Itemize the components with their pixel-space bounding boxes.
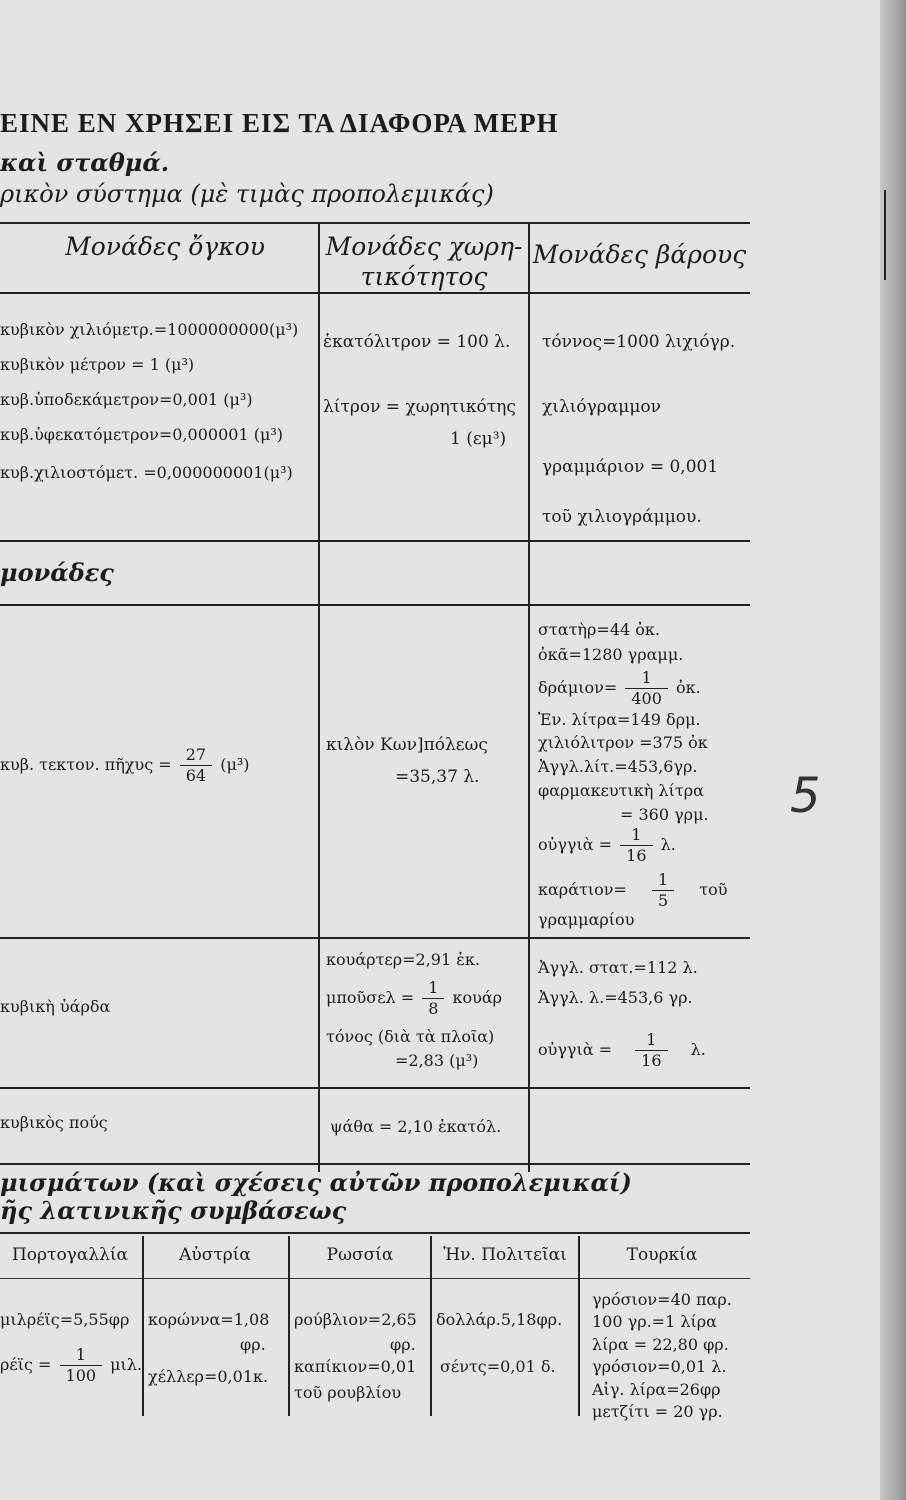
header-turkey: Τουρκία xyxy=(626,1245,698,1265)
weight-dram: δράμιον= $\frac{1}{400}$ ὀκ. xyxy=(538,668,701,708)
weight-pharma-value: = 360 γρμ. xyxy=(620,805,709,824)
turkey-row: μετζίτι = 20 γρ. xyxy=(592,1402,723,1421)
table2-col-divider-2 xyxy=(288,1236,290,1416)
russia-ruble: ρούβλιον=2,65 xyxy=(294,1310,417,1329)
weight-litra: Ἐν. λίτρα=149 δρμ. xyxy=(538,710,701,729)
capacity-kilo-value: =35,37 λ. xyxy=(395,767,480,787)
coins-subheading: ῆς λατινικῆς συμβάσεως xyxy=(0,1196,347,1225)
weight-eng-ounce: οὐγγιὰ = $\frac{1}{16}$ λ. xyxy=(538,1030,706,1070)
margin-rule xyxy=(884,190,886,280)
weight-row: χιλιόγραμμον xyxy=(542,397,661,417)
weight-row: τοῦ χιλιογράμμου. xyxy=(542,507,702,527)
weight-stater: στατὴρ=44 ὀκ. xyxy=(538,620,660,639)
capacity-psatha: ψάθα = 2,10 ἑκατόλ. xyxy=(330,1117,502,1136)
weight-eng-stat: Ἀγγλ. στατ.=112 λ. xyxy=(538,958,698,977)
table2-col-divider-4 xyxy=(578,1236,580,1416)
header-russia: Ρωσσία xyxy=(326,1245,394,1265)
subtitle-system: ρικὸν σύστημα (μὲ τιμὰς προπολεμικάς) xyxy=(0,180,494,208)
capacity-kilo: κιλὸν Κων]πόλεως xyxy=(326,735,488,755)
capacity-bushel: μποῦσελ = $\frac{1}{8}$ κουάρ xyxy=(326,978,503,1018)
capacity-quarter: κουάρτερ=2,91 ἑκ. xyxy=(326,950,480,969)
portugal-reis: ρέϊς = $\frac{1}{100}$ μιλ. xyxy=(0,1345,143,1385)
header-weight: Μονάδες βάρους xyxy=(532,240,747,269)
table2-header-rule xyxy=(0,1278,750,1279)
handwritten-page-mark: 5 xyxy=(790,768,821,824)
table1-top-rule xyxy=(0,222,750,224)
header-portugal: Πορτογαλλία xyxy=(11,1245,129,1265)
turkey-row: 100 γρ.=1 λίρα xyxy=(592,1312,717,1331)
section2-rule xyxy=(0,604,750,606)
weight-row: τόννος=1000 λιχιόγρ. xyxy=(542,332,736,352)
capacity-row: λίτρον = χωρητικότης xyxy=(323,397,516,417)
volume-row: κυβ.χιλιοστόμετ. =0,000000001(μ³) xyxy=(0,463,293,482)
header-capacity: Μονάδες χωρη-τικότητος xyxy=(325,232,523,291)
table2-top-rule xyxy=(0,1232,750,1234)
turkey-row: λίρα = 22,80 φρ. xyxy=(592,1335,729,1354)
header-volume: Μονάδες ὄγκου xyxy=(65,232,265,261)
austria-heller: χέλλερ=0,01κ. xyxy=(148,1367,269,1386)
weight-carat-unit: γραμμαρίου xyxy=(538,910,635,929)
table1-col-divider-2 xyxy=(528,222,530,1172)
usa-cent: σέντς=0,01 δ. xyxy=(440,1357,556,1376)
russia-kopek-note: τοῦ ρουβλίου xyxy=(294,1383,402,1402)
section2-title: μονάδες xyxy=(0,558,114,587)
volume-row: κυβικὸν χιλιόμετρ.=1000000000(μ³) xyxy=(0,320,299,339)
volume-row: κυβ.ὑφεκατόμετρον=0,000001 (μ³) xyxy=(0,425,284,444)
section3-top-rule xyxy=(0,937,750,939)
table2-col-divider-3 xyxy=(430,1236,432,1416)
header-usa: Ἡν. Πολιτεῖαι xyxy=(443,1245,567,1265)
header-austria: Αὐστρία xyxy=(179,1245,251,1265)
table1-col-divider-1 xyxy=(318,222,320,1172)
heading2-top-rule xyxy=(0,1163,750,1165)
coins-heading: μισμάτων (καὶ σχέσεις αὐτῶν προπολεμικαί) xyxy=(0,1168,632,1197)
weight-oka: ὀκᾶ=1280 γραμμ. xyxy=(538,645,684,664)
volume-foot: κυβικὸς πούς xyxy=(0,1113,108,1132)
turkey-row: Αἰγ. λίρα=26φρ xyxy=(592,1380,721,1399)
capacity-row: 1 (εμ³) xyxy=(450,429,507,449)
russia-kopek: καπίκιον=0,01 xyxy=(294,1357,417,1376)
volume-row: κυβ.ὑποδεκάμετρον=0,001 (μ³) xyxy=(0,390,253,409)
capacity-ton: τόνος (διὰ τὰ πλοῖα) xyxy=(326,1027,495,1046)
page-title: ΕΙΝΕ ΕΝ ΧΡΗΣΕΙ ΕΙΣ ΤΑ ΔΙΑΦΟΡΑ ΜΕΡΗ xyxy=(0,108,559,138)
weight-ounce: οὐγγιὰ = $\frac{1}{16}$ λ. xyxy=(538,825,676,865)
section2-top-rule xyxy=(0,540,750,542)
weight-chiliolitron: χιλιόλιτρον =375 ὀκ xyxy=(538,733,708,752)
weight-english-pound: Ἀγγλ.λίτ.=453,6γρ. xyxy=(538,757,698,776)
austria-krone: κορώννα=1,08 xyxy=(148,1310,270,1329)
weight-eng-pound: Ἀγγλ. λ.=453,6 γρ. xyxy=(538,988,693,1007)
portugal-milreis: μιλρέϊς=5,55φρ xyxy=(0,1310,130,1329)
section4-top-rule xyxy=(0,1087,750,1089)
table2-col-divider-1 xyxy=(142,1236,144,1416)
volume-yard: κυβικὴ ὑάρδα xyxy=(0,997,111,1016)
subtitle-weights: καὶ σταθμά. xyxy=(0,148,170,177)
turkey-row: γρόσιον=0,01 λ. xyxy=(592,1357,727,1376)
volume-row: κυβικὸν μέτρον = 1 (μ³) xyxy=(0,355,195,374)
usa-dollar: δολλάρ.5,18φρ. xyxy=(436,1310,563,1329)
volume-cubit: κυβ. τεκτον. πῆχυς = $\frac{27}{64}$ (μ³) xyxy=(0,745,250,785)
turkey-row: γρόσιον=40 παρ. xyxy=(592,1290,732,1309)
austria-krone-unit: φρ. xyxy=(240,1335,266,1354)
russia-ruble-unit: φρ. xyxy=(390,1335,416,1354)
table1-header-rule xyxy=(0,292,750,294)
capacity-row: ἑκατόλιτρον = 100 λ. xyxy=(323,332,511,352)
capacity-ton-value: =2,83 (μ³) xyxy=(395,1051,479,1070)
weight-pharma: φαρμακευτικὴ λίτρα xyxy=(538,781,704,800)
weight-row: γραμμάριον = 0,001 xyxy=(542,457,719,477)
weight-carat: καράτιον= $\frac{1}{5}$ τοῦ xyxy=(538,870,728,910)
